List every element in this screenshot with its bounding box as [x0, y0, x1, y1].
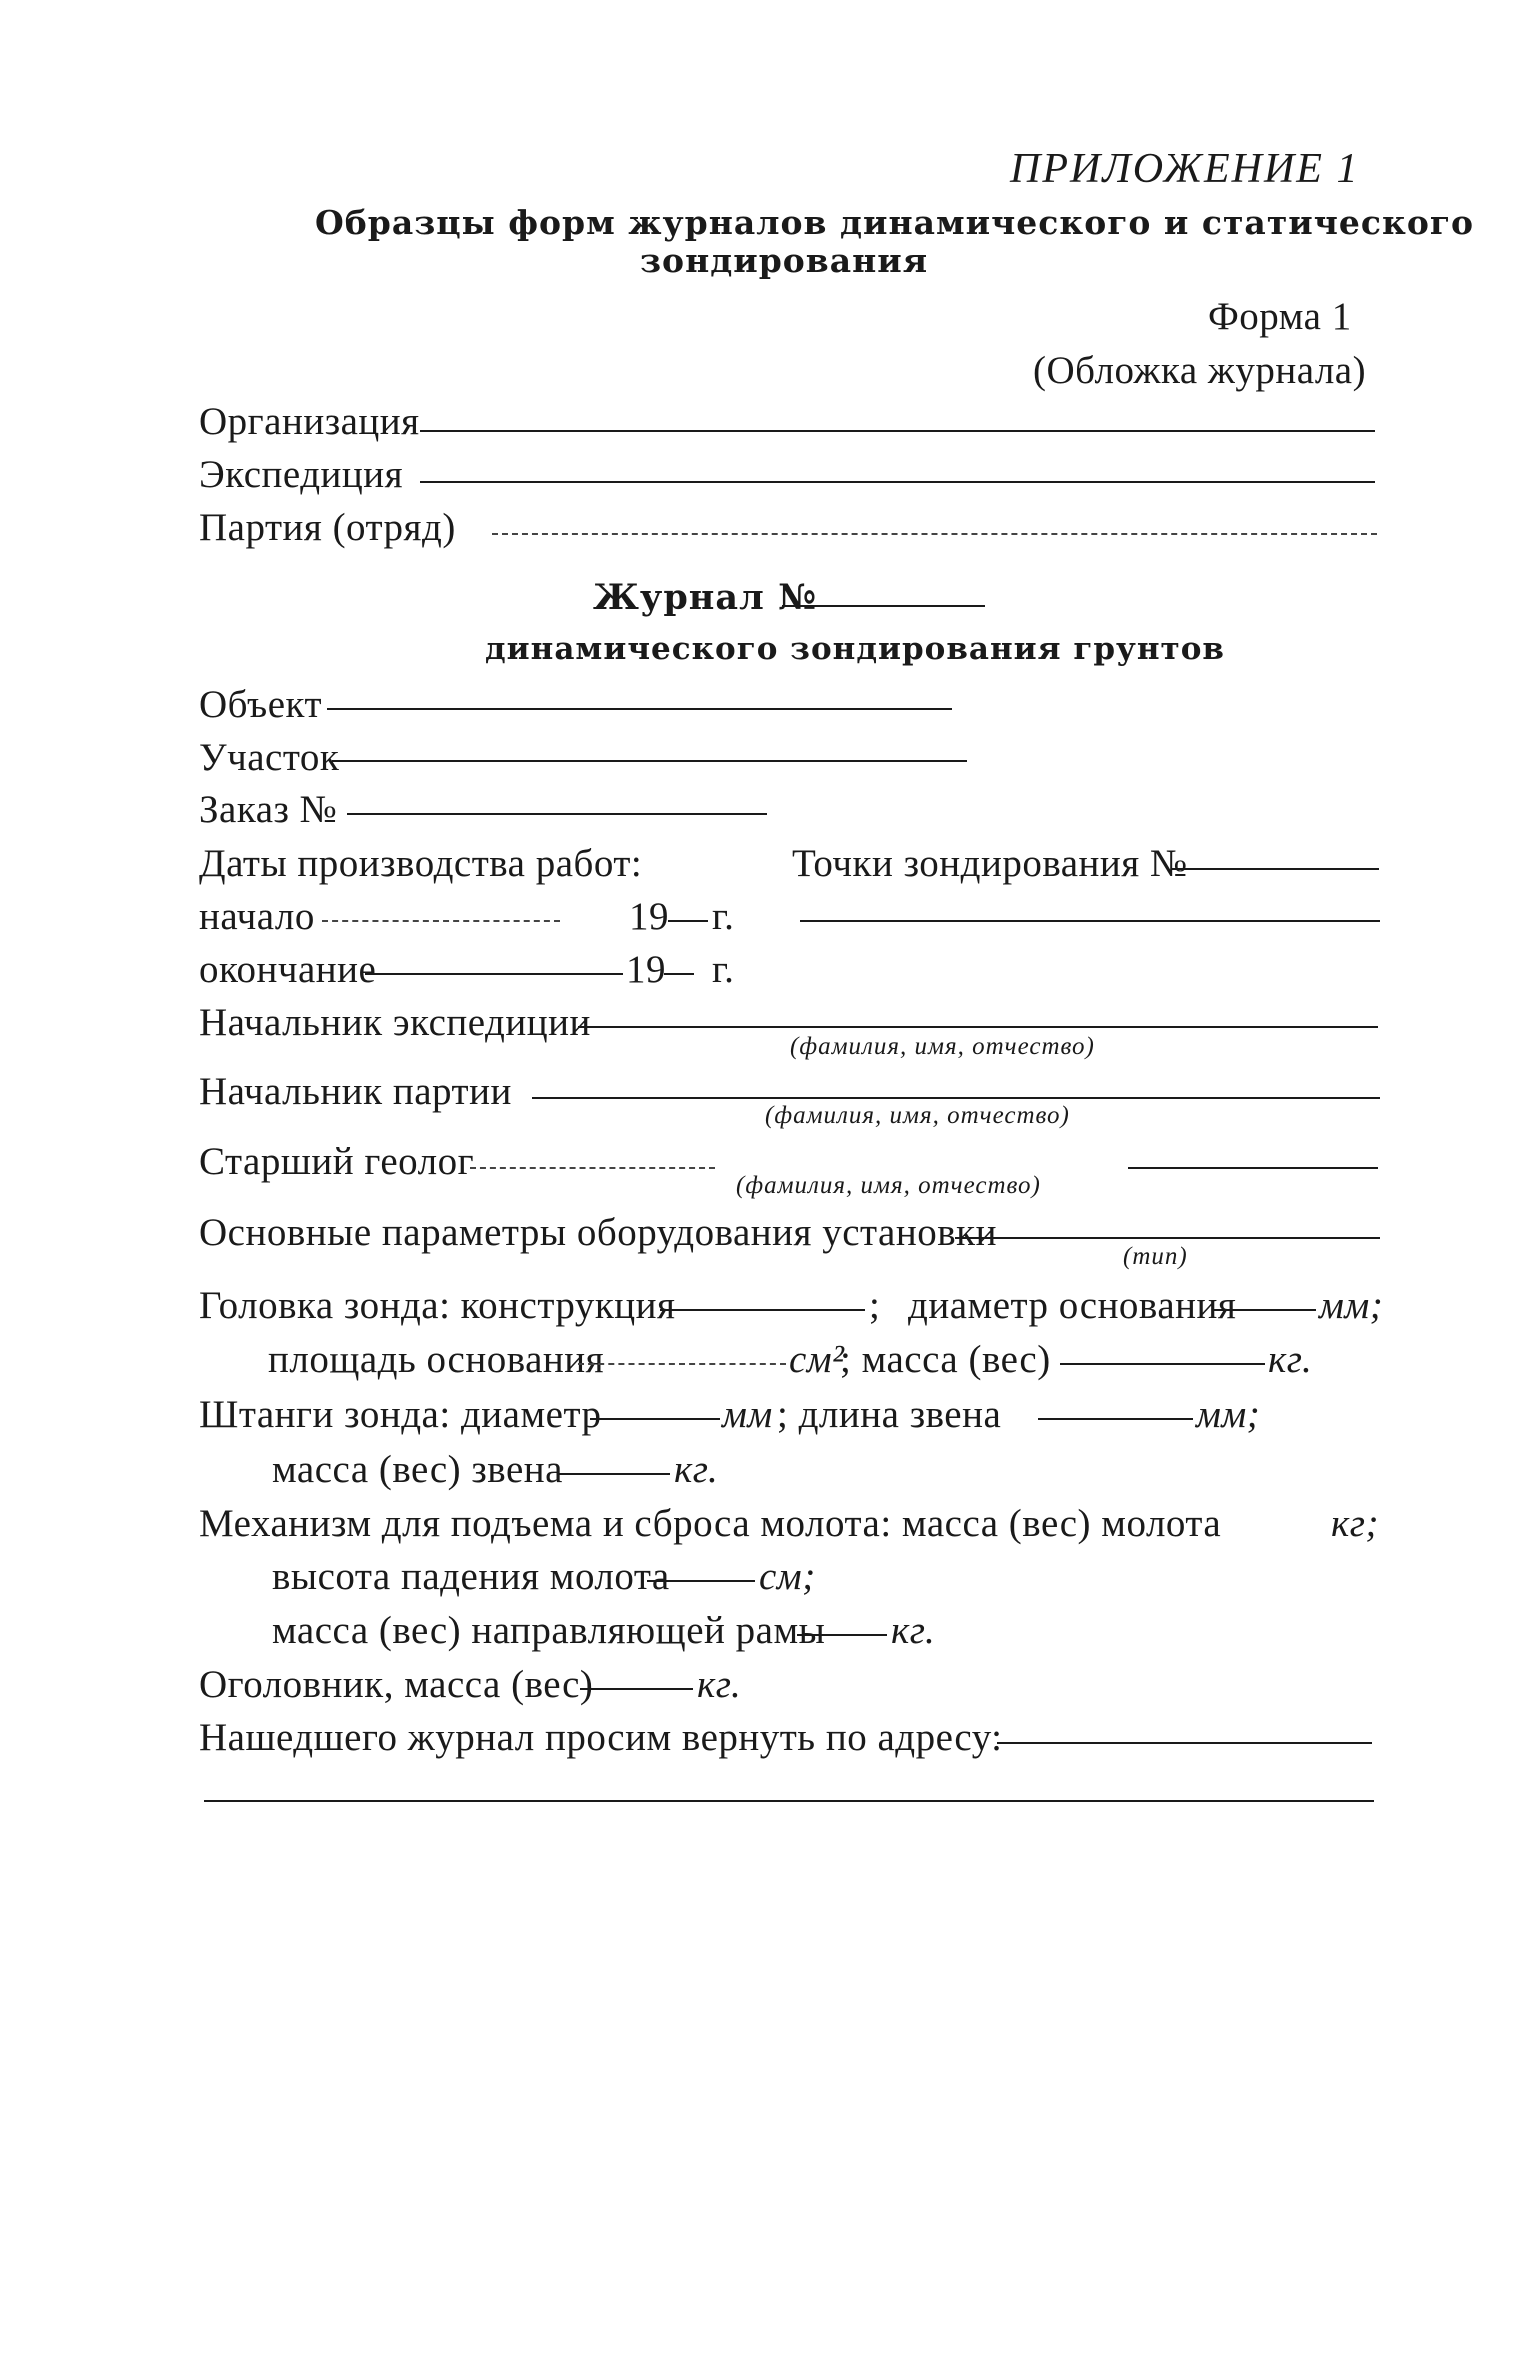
- organization-label: Организация: [199, 400, 420, 443]
- senior-geologist-line-right[interactable]: [1128, 1167, 1378, 1169]
- start-label: начало: [199, 895, 315, 938]
- weight-line[interactable]: [1060, 1363, 1265, 1365]
- base-area-line[interactable]: [578, 1363, 786, 1365]
- probe-head-construction-line[interactable]: [660, 1309, 865, 1311]
- hammer-weight-unit: кг;: [1331, 1502, 1379, 1545]
- points-line[interactable]: [1172, 868, 1379, 870]
- head-cap-line[interactable]: [580, 1688, 693, 1690]
- fio-caption-3: (фамилия, имя, отчество): [736, 1172, 1041, 1199]
- form-note: (Обложка журнала): [1033, 349, 1367, 392]
- fio-caption-1: (фамилия, имя, отчество): [790, 1033, 1095, 1060]
- link-weight-line[interactable]: [558, 1473, 670, 1475]
- start-year-prefix: 19: [629, 895, 669, 938]
- head-cap-unit: кг.: [697, 1663, 742, 1706]
- end-year-suffix: г.: [712, 948, 735, 991]
- party-line[interactable]: [492, 533, 1377, 535]
- weight-unit: кг.: [1268, 1338, 1313, 1381]
- area-label: Участок: [199, 736, 340, 779]
- title-line-1: Образцы форм журналов динамического и статического: [315, 203, 1475, 242]
- type-caption: (тип): [1123, 1243, 1188, 1270]
- points-label: Точки зондирования №: [792, 842, 1188, 885]
- return-address-line-1[interactable]: [997, 1742, 1372, 1744]
- rods-diameter-line[interactable]: [590, 1418, 720, 1420]
- base-diameter-line[interactable]: [1212, 1309, 1316, 1311]
- rods-diameter-unit: мм: [722, 1393, 773, 1436]
- head-party-label: Начальник партии: [199, 1070, 512, 1113]
- link-length-label: ; длина звена: [777, 1393, 1002, 1436]
- start-year-line[interactable]: [668, 920, 708, 922]
- probe-head-semicolon: ;: [869, 1284, 881, 1327]
- return-address-line-2[interactable]: [204, 1800, 1374, 1802]
- link-length-line[interactable]: [1038, 1418, 1193, 1420]
- drop-height-unit: см;: [759, 1555, 816, 1598]
- journal-title: Журнал №: [593, 577, 817, 618]
- appendix-label: ПРИЛОЖЕНИЕ 1: [1010, 146, 1360, 192]
- fio-caption-2: (фамилия, имя, отчество): [765, 1102, 1070, 1129]
- head-party-line[interactable]: [532, 1097, 1380, 1099]
- base-area-label: площадь основания: [268, 1338, 605, 1381]
- end-year-line[interactable]: [664, 973, 694, 975]
- journal-subtitle: динамического зондирования грунтов: [485, 631, 1225, 667]
- guide-frame-label: масса (вес) направляющей рамы: [272, 1609, 826, 1652]
- title-line-2: зондирования: [640, 241, 929, 280]
- guide-frame-line[interactable]: [797, 1634, 887, 1636]
- return-address-label: Нашедшего журнал просим вернуть по адресу:: [199, 1716, 1003, 1759]
- rods-label: Штанги зонда: диаметр: [199, 1393, 602, 1436]
- organization-line[interactable]: [420, 430, 1375, 432]
- link-length-unit: мм;: [1196, 1393, 1261, 1436]
- drop-height-label: высота падения молота: [272, 1555, 670, 1598]
- end-label: окончание: [199, 948, 377, 991]
- main-params-line[interactable]: [955, 1237, 1380, 1239]
- area-line[interactable]: [332, 760, 967, 762]
- guide-frame-unit: кг.: [891, 1609, 936, 1652]
- object-label: Объект: [199, 683, 322, 726]
- probe-head-label: Головка зонда: конструкция: [199, 1284, 676, 1327]
- senior-geologist-line-left[interactable]: [470, 1167, 715, 1169]
- mechanism-label: Механизм для подъема и сброса молота: масса (вес) молота: [199, 1502, 1222, 1545]
- start-line[interactable]: [322, 920, 560, 922]
- expedition-label: Экспедиция: [199, 453, 404, 496]
- head-expedition-line[interactable]: [578, 1026, 1378, 1028]
- points-line-2[interactable]: [800, 920, 1380, 922]
- weight-label: ; масса (вес): [840, 1338, 1051, 1381]
- order-line[interactable]: [347, 813, 767, 815]
- expedition-line[interactable]: [420, 481, 1375, 483]
- journal-number-line[interactable]: [782, 605, 985, 607]
- head-expedition-label: Начальник экспедиции: [199, 1001, 591, 1044]
- end-year-prefix: 19: [626, 948, 666, 991]
- order-label: Заказ №: [199, 788, 338, 831]
- base-diameter-unit: мм;: [1319, 1284, 1384, 1327]
- base-diameter-label: диаметр основания: [908, 1284, 1237, 1327]
- dates-title: Даты производства работ:: [199, 842, 643, 885]
- start-year-suffix: г.: [712, 895, 735, 938]
- main-params-label: Основные параметры оборудования установки: [199, 1211, 997, 1254]
- link-weight-unit: кг.: [674, 1448, 719, 1491]
- senior-geologist-label: Старший геолог: [199, 1140, 475, 1183]
- head-cap-label: Оголовник, масса (вес): [199, 1663, 594, 1706]
- drop-height-line[interactable]: [647, 1580, 755, 1582]
- party-label: Партия (отряд): [199, 506, 456, 549]
- form-number: Форма 1: [1208, 295, 1352, 338]
- object-line[interactable]: [327, 708, 952, 710]
- end-line[interactable]: [365, 973, 623, 975]
- link-weight-label: масса (вес) звена: [272, 1448, 563, 1491]
- base-area-unit: см²: [789, 1338, 845, 1381]
